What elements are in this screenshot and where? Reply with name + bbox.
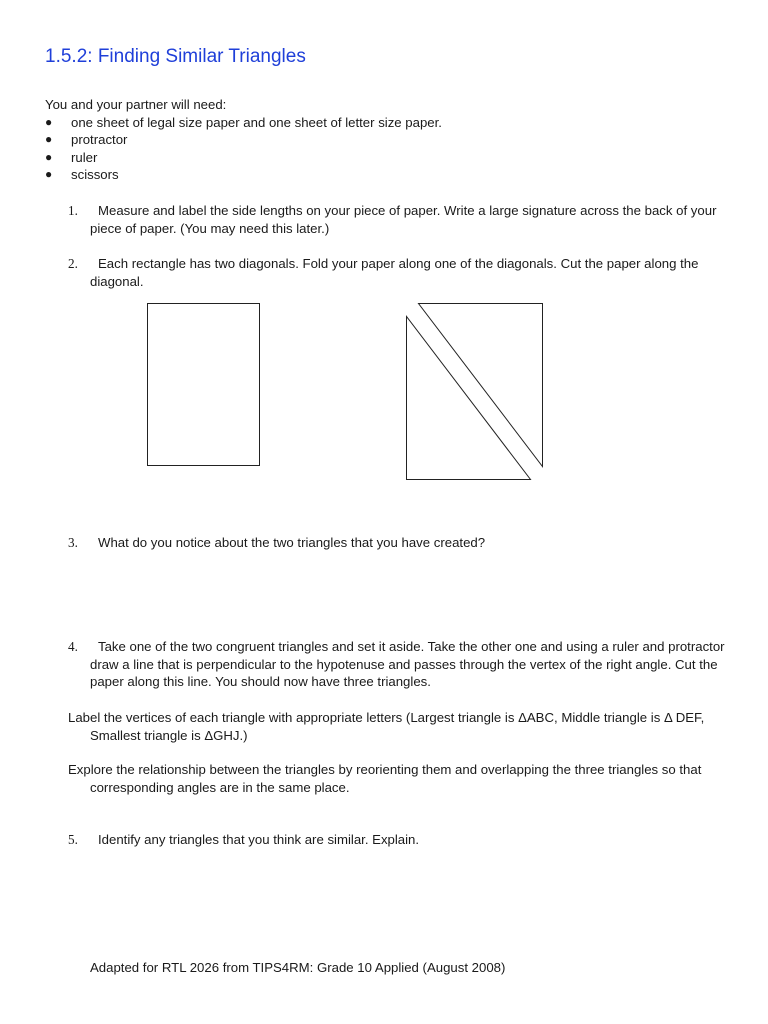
step-number: 1. — [68, 203, 78, 218]
bullet-icon: ● — [45, 149, 53, 164]
materials-intro: You and your partner will need: — [45, 97, 227, 112]
step-4 — [68, 638, 748, 691]
cut-triangle-right — [419, 304, 543, 467]
bullet-icon: ● — [45, 167, 53, 181]
step-text: What do you notice about the two triangles that you have created? — [98, 535, 486, 550]
step-5 — [68, 831, 748, 849]
cut-triangle-left — [407, 317, 531, 480]
rectangle-diagonal-figure — [0, 0, 768, 500]
bullet-icon: ● — [45, 132, 53, 146]
step-text: Each rectangle has two diagonals. Fold your paper along one of the diagonals. Cut the paper along the diagonal. — [90, 256, 699, 289]
list-item: ● ruler — [45, 149, 98, 165]
explore-paragraph: Explore the relationship between the triangles by reorienting them and overlapping the three triangles so that corresponding angles are in the same place. — [68, 762, 702, 795]
page-title: 1.5.2: Finding Similar Triangles — [45, 46, 306, 67]
step-3 — [68, 534, 748, 552]
rectangle-paper — [148, 304, 260, 466]
footer-credit: Adapted for RTL 2026 from TIPS4RM: Grade 10 Applied (August 2008) — [90, 960, 506, 975]
label-paragraph: Label the vertices of each triangle with appropriate letters (Largest triangle is ΔABC, Middle triangle is Δ DEF, Smallest triangle is ΔGHJ.) — [68, 710, 705, 743]
bullet-icon: ● — [45, 114, 53, 129]
list-item: ● scissors — [45, 167, 119, 182]
step-number: 2. — [68, 256, 78, 271]
step-text: Take one of the two congruent triangles and set it aside. Take the other one and using a ruler and protractor draw a line that is perpendicular to the hypotenuse and passes through the vertex of the right angle. Cut the paper along this line. You should now have three triangles. — [90, 639, 725, 689]
step-number: 4. — [68, 639, 78, 654]
step-text: Measure and label the side lengths on your piece of paper. Write a large signature across the back of your piece of paper. (You may need this later.) — [90, 203, 717, 236]
list-item: ● protractor — [45, 132, 128, 147]
step-text: Identify any triangles that you think are similar. Explain. — [98, 832, 420, 847]
step-number: 3. — [68, 535, 78, 550]
step-number: 5. — [68, 832, 78, 847]
list-item: ● one sheet of legal size paper and one sheet of letter size paper. — [45, 114, 442, 130]
